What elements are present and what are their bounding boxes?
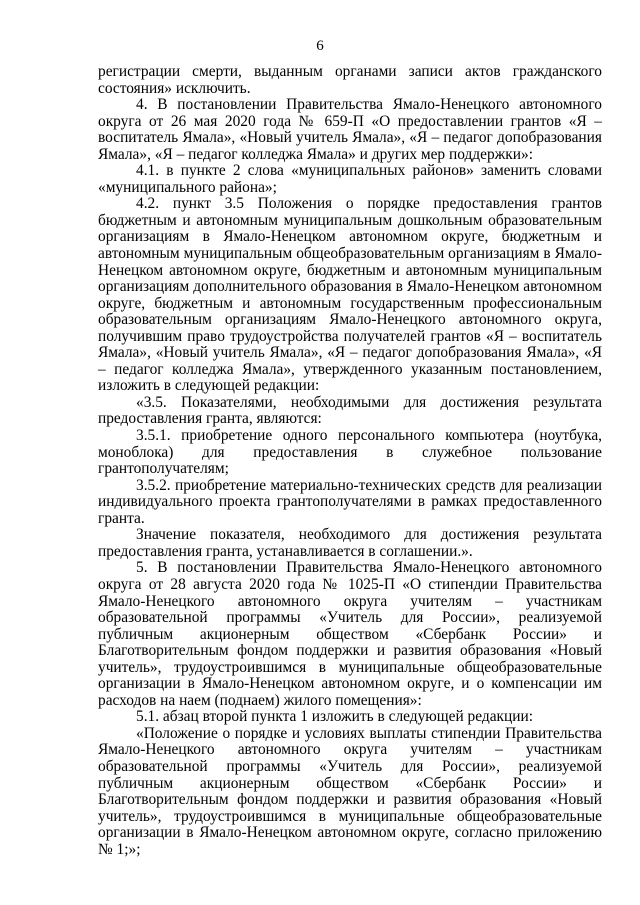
paragraph-regulation-quote: «Положение о порядке и условиях выплаты стипендии Правительства Ямало-Ненецкого автономного округа учителям – участникам образовательной программы «Учитель для России», реализуемой публичным акционерным обществом «Сбербанк России» и Благотворительным фондом поддержки и развития образования «Новый учитель», трудоустроившимся в муниципальные общеобразовательные организации в Ямало-Ненецком автономном округе, согласно приложению № 1;»; <box>98 724 602 858</box>
paragraph-item-3-5: «3.5. Показателями, необходимыми для достижения результата предоставления гранта, являются: <box>98 393 602 428</box>
paragraph-indicator-value: Значение показателя, необходимого для достижения результата предоставления гранта, устанавливается в соглашении.». <box>98 526 602 560</box>
paragraph-item-4-2: 4.2. пункт 3.5 Положения о порядке предоставления грантов бюджетным и автономным муниципальным дошкольным образовательным организациям в Ямало-Ненецком автономном округе, бюджетным и автономным муниципальным общеобразовательным организациям в Ямало-Ненецком автономном округе, бюджетным и автономным муниципальным организациям дополнительного образования в Ямало-Ненецком автономном округе, бюджетным и автономным государственным профессиональным образовательным организациям Ямало-Ненецкого автономного округа, получившим право трудоустройства получателей грантов «Я – воспитатель Ямала», «Новый учитель Ямала», «Я – педагог допобразования Ямала», «Я – педагог колледжа Ямала», утвержденного указанным постановлением, изложить в следующей редакции: <box>98 195 602 395</box>
paragraph-item-3-5-2: 3.5.2. приобретение материально-технических средств для реализации индивидуального проекта грантополучателями в рамках предоставленного гранта. <box>98 476 602 527</box>
paragraph-continuation: регистрации смерти, выданным органами записи актов гражданского состояния» исключить. <box>98 63 602 97</box>
document-body <box>98 64 602 858</box>
paragraph-item-4-1: 4.1. в пункте 2 слова «муниципальных районов» заменить словами «муниципального района»; <box>98 162 602 196</box>
paragraph-item-5: 5. В постановлении Правительства Ямало-Ненецкого автономного округа от 28 августа 2020 года № 1025-П «О стипендии Правительства Ямало-Ненецкого автономного округа учителям – участникам образовательной программы «Учитель для России», реализуемой публичным акционерным обществом «Сбербанк России» и Благотворительным фондом поддержки и развития образования «Новый учитель», трудоустроившимся в муниципальные общеобразовательные организации в Ямало-Ненецком автономном округе, и о компенсации им расходов на наем (поднаем) жилого помещения»: <box>98 559 602 709</box>
paragraph-item-5-1: 5.1. абзац второй пункта 1 изложить в следующей редакции: <box>136 708 534 726</box>
page-number: 6 <box>316 38 324 54</box>
paragraph-item-3-5-1: 3.5.1. приобретение одного персонального компьютера (ноутбука, моноблока) для предоставления в служебное пользование грантополучателям; <box>98 427 602 478</box>
paragraph-item-4: 4. В постановлении Правительства Ямало-Ненецкого автономного округа от 26 мая 2020 года № 659-П «О предоставлении грантов «Я – воспитатель Ямала», «Новый учитель Ямала», «Я – педагог допобразования Ямала», «Я – педагог колледжа Ямала» и других мер поддержки»: <box>98 96 602 163</box>
